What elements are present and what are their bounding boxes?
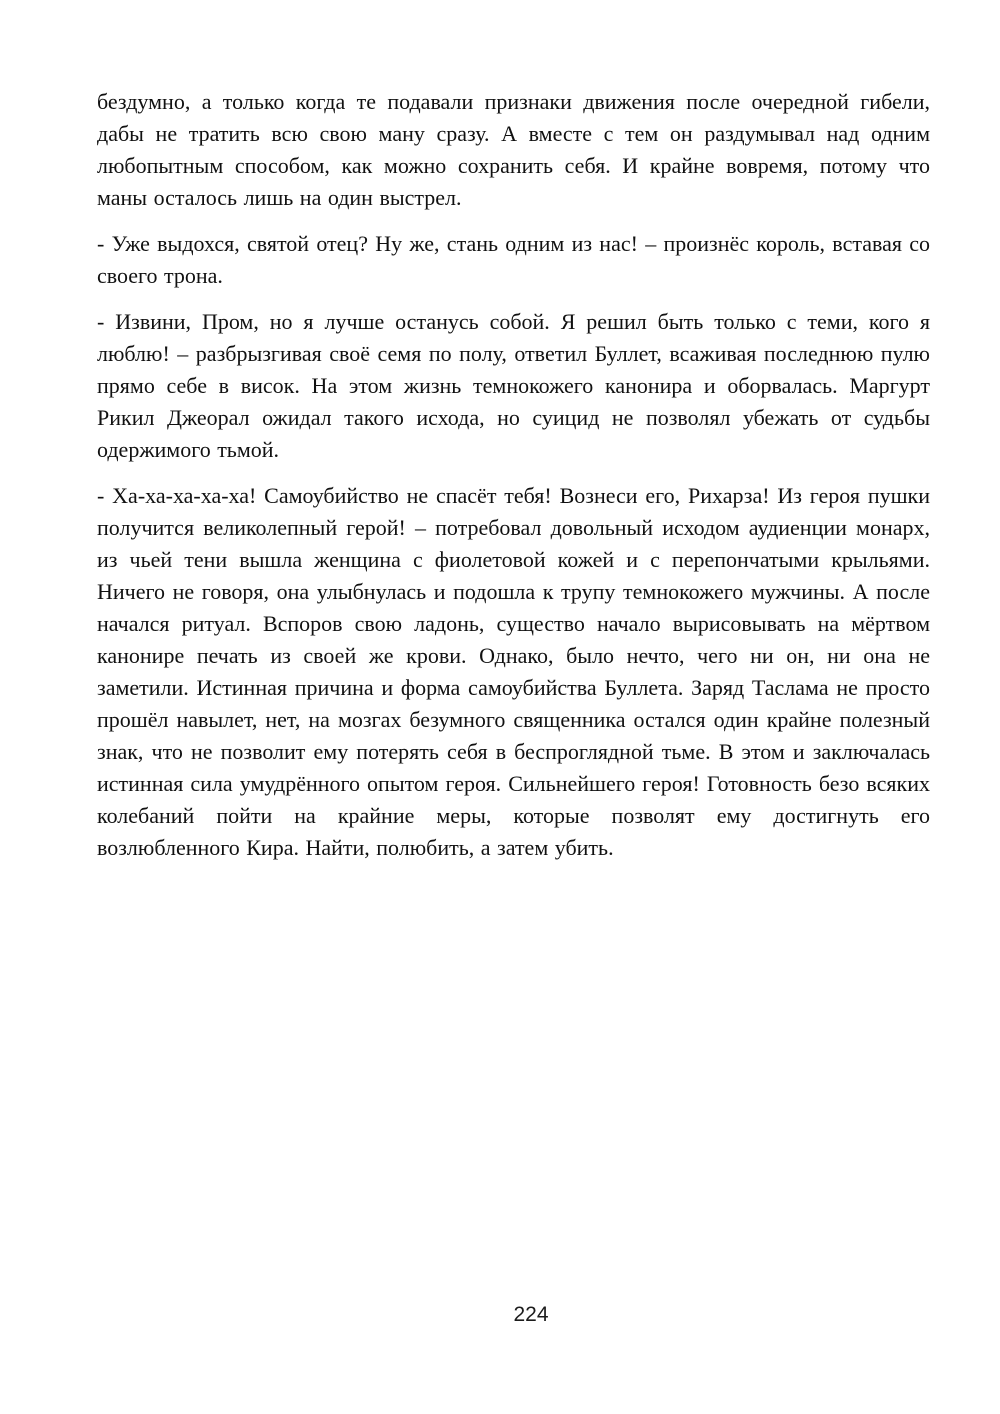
page-number: 224 bbox=[513, 1303, 549, 1326]
paragraph: - Извини, Пром, но я лучше останусь собой. Я решил быть только с теми, кого я люблю! – разбрызгивая своё семя по полу, ответил Буллет, всаживая последнюю пулю прямо себе в висок. На этом жизнь темнокожего канонира и оборвалась. Маргурт Рикил Джеорал ожидал такого исхода, но суицид не позволял убежать от судьбы одержимого тьмой. bbox=[97, 309, 930, 462]
paragraph: - Уже выдохся, святой отец? Ну же, стань одним из нас! – произнёс король, вставая со своего трона. bbox=[97, 231, 930, 288]
paragraph: - Ха-ха-ха-ха-ха! Самоубийство не спасёт тебя! Вознеси его, Рихарза! Из героя пушки получится великолепный герой! – потребовал довольный исходом аудиенции монарх, из чьей тени вышла женщина с фиолетовой кожей и с перепончатыми крыльями. Ничего не говоря, она улыбнулась и подошла к трупу темнокожего мужчины. А после начался ритуал. Вспоров свою ладонь, существо начало вырисовывать на мёртвом канонире печать из своей же крови. Однако, было нечто, чего ни он, ни она не заметили. Истинная причина и форма самоубийства Буллета. Заряд Таслама не просто прошёл навылет, нет, на мозгах безумного священника остался один крайне полезный знак, что не позволит ему потерять себя в беспроглядной тьме. В этом и заключалась истинная сила умудрённого опытом героя. Сильнейшего героя! Готовность безо всяких колебаний пойти на крайние меры, которые позволят ему достигнуть его возлюбленного Кира. Найти, полюбить, а затем убить. bbox=[97, 483, 930, 860]
paragraph: бездумно, а только когда те подавали признаки движения после очередной гибели, дабы не тратить всю свою ману сразу. А вместе с тем он раздумывал над одним любопытным способом, как можно сохранить себя. И крайне вовремя, потому что маны осталось лишь на один выстрел. bbox=[97, 89, 930, 210]
text-block bbox=[97, 86, 930, 864]
